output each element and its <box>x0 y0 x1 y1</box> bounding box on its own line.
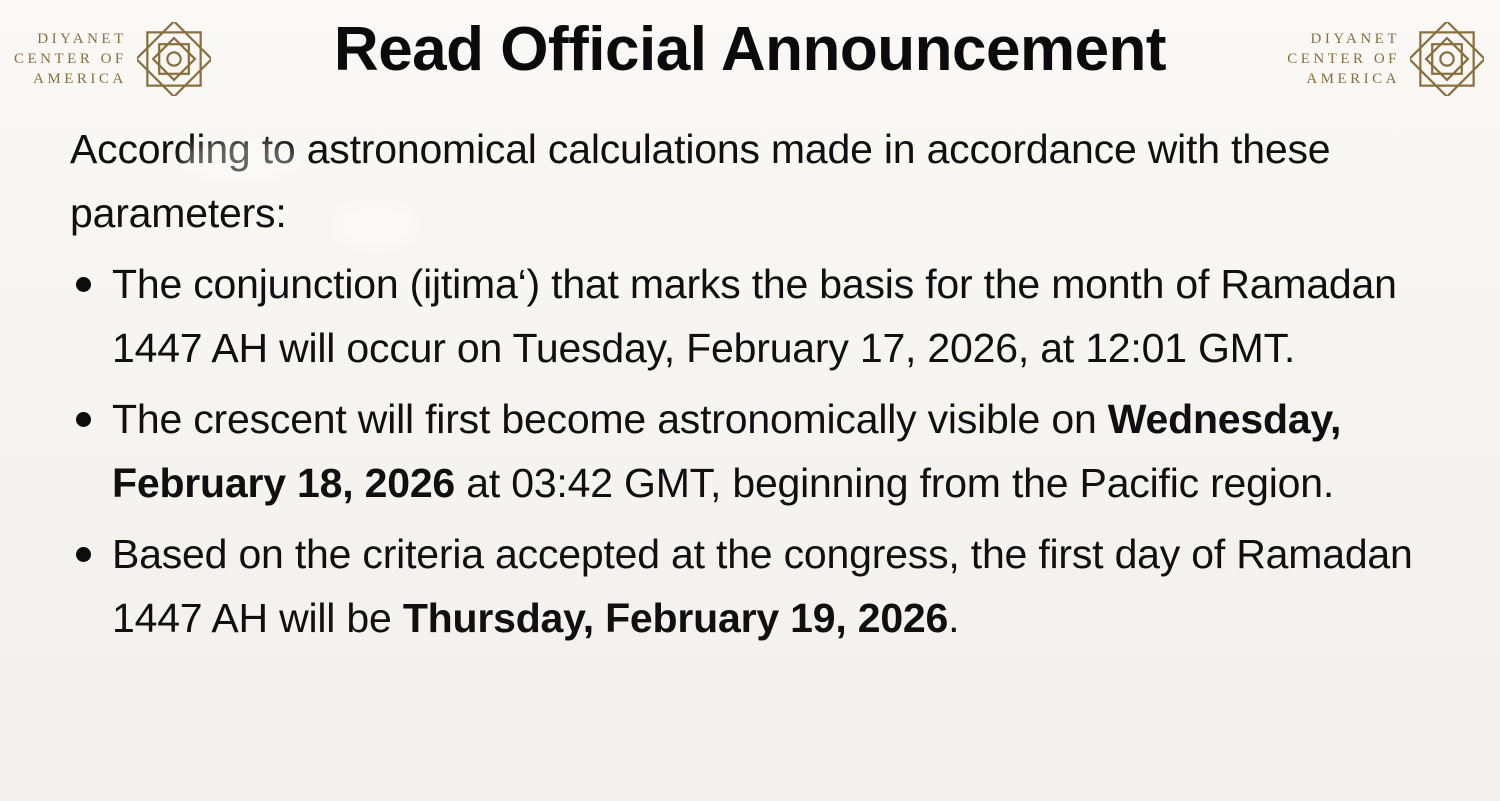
brand-left-line1: DIYANET <box>37 30 127 47</box>
brand-left-line3: AMERICA <box>33 71 127 88</box>
list-item <box>70 388 1450 515</box>
list-item <box>70 253 1450 380</box>
bullet-dot-icon <box>76 277 91 292</box>
bullet-text-1: The crescent will first become astronomically visible on Wednesday, February 18, 2026 at 03:42 GMT, beginning from the Pacific region. <box>112 396 1342 506</box>
brand-left-line2: CENTER OF <box>14 50 127 67</box>
bullet-text-0: The conjunction (ijtima‘) that marks the basis for the month of Ramadan 1447 AH will occur on Tuesday, February 17, 2026, at 12:01 GMT. <box>112 261 1397 371</box>
intro-paragraph: According to astronomical calculations made in accordance with these parameters: <box>70 126 1331 236</box>
list-item <box>70 523 1450 650</box>
brand-right-line1: DIYANET <box>1310 30 1400 47</box>
octagonal-star-logo-icon <box>1410 22 1484 96</box>
slide-header <box>0 0 1500 118</box>
brand-right-text <box>1287 29 1400 90</box>
bullet-text-2: Based on the criteria accepted at the congress, the first day of Ramadan 1447 AH will be Thursday, February 19, 2026. <box>112 531 1413 641</box>
brand-right-line2: CENTER OF <box>1287 50 1400 67</box>
brand-right <box>1287 22 1484 96</box>
bullet-list <box>70 253 1450 650</box>
brand-right-line3: AMERICA <box>1306 71 1400 88</box>
bullet-dot-icon <box>76 412 91 427</box>
bullet-dot-icon <box>76 547 91 562</box>
page-title: Read Official Announcement <box>333 15 1167 84</box>
announcement-body <box>70 118 1450 650</box>
